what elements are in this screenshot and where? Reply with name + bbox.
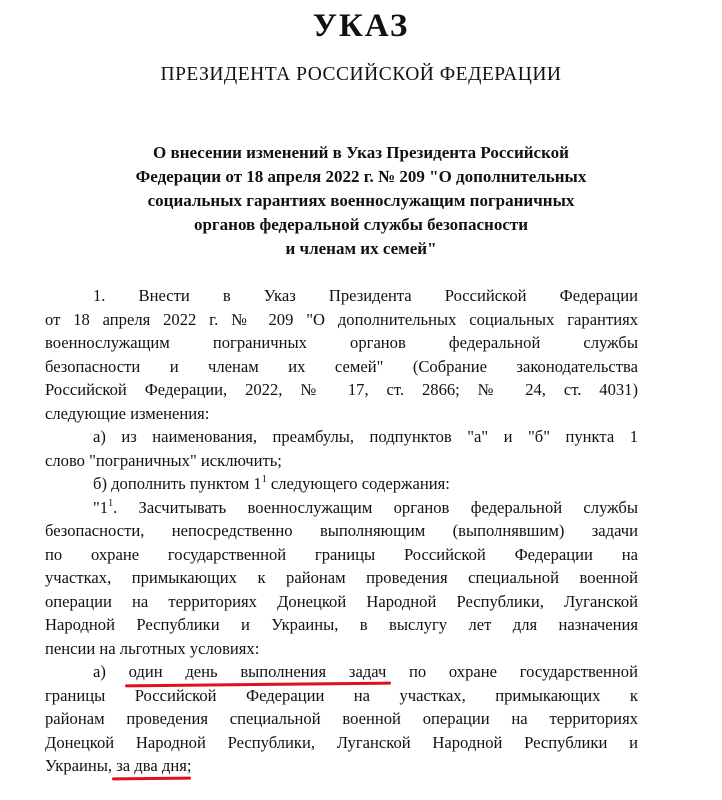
item-b-sup: 1	[261, 474, 267, 485]
heading-line: О внесении изменений в Указ Президента Российской	[153, 143, 569, 162]
highlighted-phrase	[129, 662, 387, 681]
heading-line: органов федеральной службы безопасности	[193, 215, 529, 234]
item-b-tail: следующего содержания:	[266, 474, 450, 493]
sub-a-rest: по охране государственной	[386, 662, 638, 681]
quote-sup: 1	[108, 497, 114, 509]
sub-a-last-end: ;	[186, 756, 192, 775]
sub-a-last-start: Украины,	[45, 756, 117, 775]
quote-line: пенсии на льготных условиях:	[45, 638, 260, 658]
sub-a-last-line	[45, 754, 638, 778]
red-underline	[112, 777, 191, 781]
heading-line: Федерации от 18 апреля 2022 г. № 209 "О дополнительных	[135, 167, 587, 186]
paragraph-1-line: безопасности и членам их семей" (Собрание законодательства	[45, 356, 638, 376]
quote-first-line	[45, 496, 638, 520]
document-title: УКАЗ	[312, 8, 410, 44]
quote-line: по охране государственной границы Российской Федерации на	[45, 544, 638, 564]
paragraph-1-line: следующие изменения:	[45, 403, 210, 423]
sub-a-line: границы Российской Федерации на участках, примыкающих к	[45, 685, 638, 705]
highlighted-text: за два дня	[116, 756, 187, 775]
item-a-line: слово "пограничных" исключить;	[45, 450, 282, 470]
quote-line: операции на территориях Донецкой Народной Республики, Луганской	[45, 591, 638, 611]
quote-line: безопасности, непосредственно выполняющим (выполнявшим) задачи	[45, 521, 638, 540]
decree-heading	[80, 141, 642, 261]
sub-a-label: а)	[93, 662, 129, 681]
document-subtitle: ПРЕЗИДЕНТА РОССИЙСКОЙ ФЕДЕРАЦИИ	[160, 64, 562, 85]
paragraph-1-line: от 18 апреля 2022 г. № 209 "О дополнительных социальных гарантиях	[45, 309, 638, 329]
quote-start: "1	[93, 497, 109, 517]
decree-body	[45, 284, 638, 778]
highlighted-text: один день выполнения задач	[128, 662, 387, 681]
item-a-line: а) из наименования, преамбулы, подпунктов "а" и "б" пункта 1	[93, 427, 638, 446]
highlighted-phrase	[116, 756, 187, 775]
paragraph-1-line: Российской Федерации, 2022, № 17, ст. 2866; № 24, ст. 4031)	[45, 380, 638, 399]
paragraph-1-line: военнослужащим пограничных органов федеральной службы	[45, 333, 638, 352]
paragraph-1-line: 1. Внести в Указ Президента Российской Федерации	[93, 286, 638, 305]
item-b-line	[45, 472, 638, 496]
sub-a-first-line	[45, 660, 638, 684]
heading-line: и членам их семей"	[285, 239, 437, 258]
heading-line: социальных гарантиях военнослужащим пограничных	[147, 191, 575, 210]
sub-a-line: районам проведения специальной военной операции на территориях	[45, 709, 638, 728]
quote-line: Народной Республики и Украины, в выслугу лет для назначения	[45, 615, 638, 634]
item-b-text: б) дополнить пунктом 1	[93, 474, 262, 493]
sub-a-line: Донецкой Народной Республики, Луганской Народной Республики и	[45, 732, 638, 752]
quote-first-text: . Засчитывать военнослужащим органов федеральной службы	[113, 497, 638, 517]
quote-line: участках, примыкающих к районам проведения специальной военной	[45, 568, 638, 587]
